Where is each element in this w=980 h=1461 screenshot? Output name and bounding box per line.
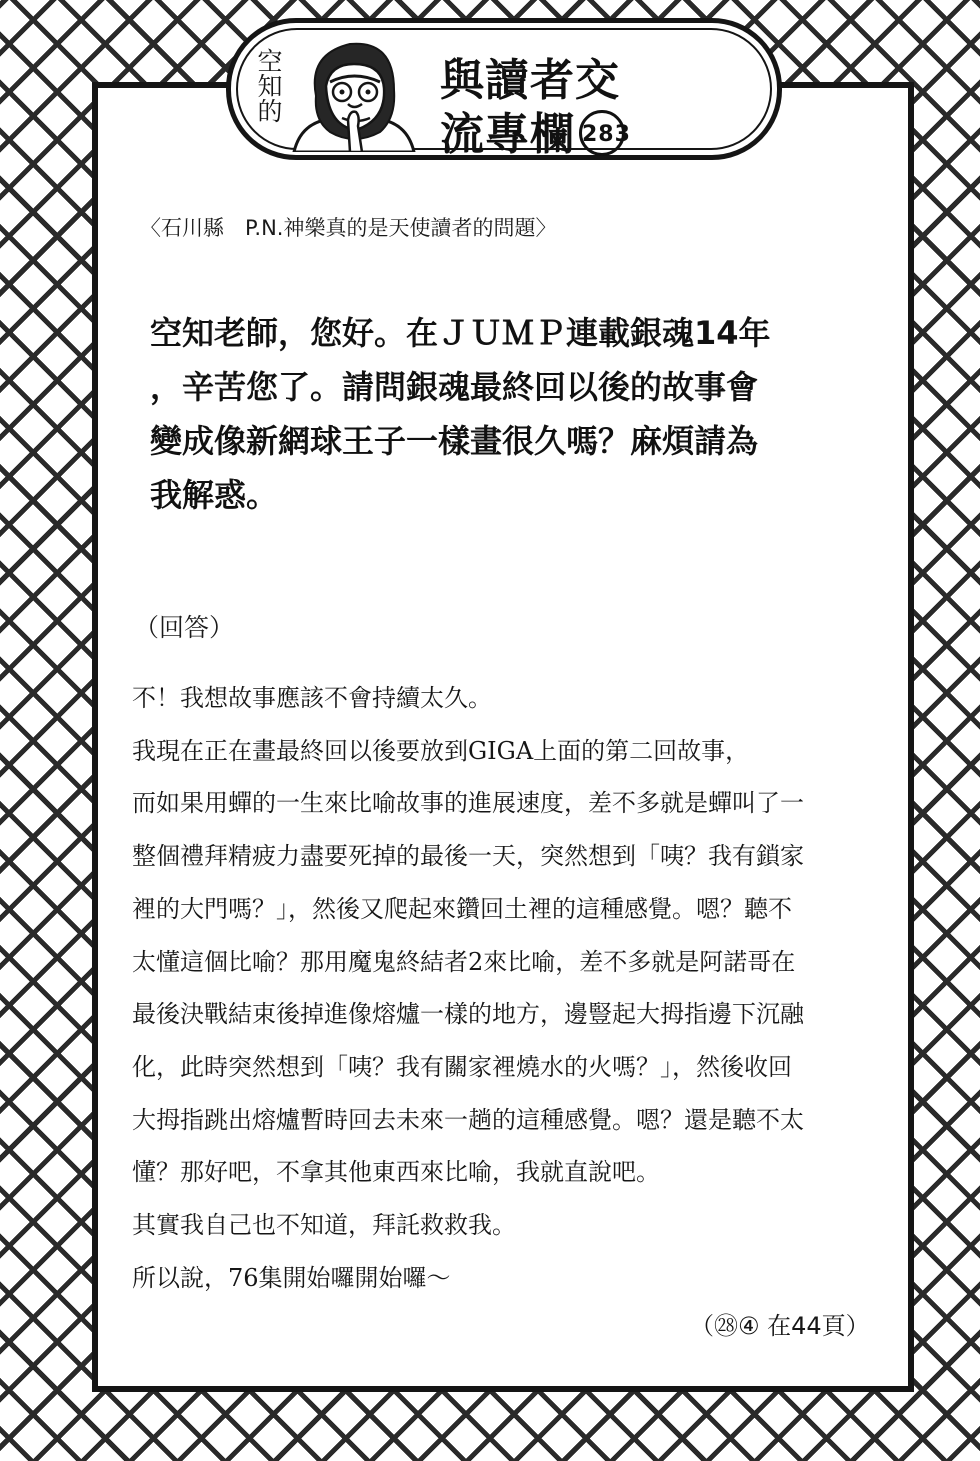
- reader-source: 〈石川縣 P.N.神樂真的是天使讀者的問題〉: [140, 216, 557, 240]
- question-line: ，辛苦您了。請問銀魂最終回以後的故事會: [150, 368, 759, 406]
- answer-line: 整個禮拜精疲力盡要死掉的最後一天，突然想到「咦？我有鎖家: [132, 842, 804, 871]
- answer-line: 裡的大門嗎？」，然後又爬起來鑽回土裡的這種感覺。嗯？聽不: [132, 894, 792, 923]
- gorilla-mascot-icon: [290, 34, 418, 152]
- issue-number-badge: 283: [579, 110, 625, 156]
- answer-line: 其實我自己也不知道，拜託救救我。: [132, 1211, 516, 1240]
- column-title-line1: 與讀者交: [440, 55, 620, 106]
- column-title-line2-text: 流專欄: [440, 109, 575, 160]
- answer-label: （回答）: [134, 613, 235, 642]
- column-title-line2: [440, 98, 631, 162]
- answer-line: 最後決戰結束後掉進像熔爐一樣的地方，邊豎起大拇指邊下沉融: [132, 1000, 804, 1029]
- answer-line: 大拇指跳出熔爐暫時回去未來一趟的這種感覺。嗯？還是聽不太: [132, 1105, 804, 1134]
- author-label: 空知的: [254, 48, 283, 123]
- question-line: 變成像新網球王子一樣畫很久嗎？麻煩請為: [150, 422, 759, 460]
- answer-line: 化，此時突然想到「咦？我有關家裡燒水的火嗎？」，然後收回: [132, 1052, 792, 1081]
- continued-note: （㉘④ 在44頁）: [690, 1312, 870, 1340]
- answer-line: 而如果用蟬的一生來比喻故事的進展速度，差不多就是蟬叫了一: [132, 789, 804, 818]
- reader-question: [150, 306, 870, 522]
- answer-line: 所以說，76集開始囉開始囉～: [132, 1263, 451, 1292]
- answer-line: 太懂這個比喻？那用魔鬼終結者2來比喻，差不多就是阿諾哥在: [132, 947, 796, 976]
- answer-line: 不！我想故事應該不會持續太久。: [132, 684, 492, 712]
- question-line: 我解惑。: [150, 476, 279, 514]
- author-answer: [132, 672, 902, 1304]
- question-line: 空知老師，您好。在ＪＵＭＰ連載銀魂14年: [150, 314, 771, 352]
- answer-line: 懂？那好吧，不拿其他東西來比喻，我就直說吧。: [132, 1158, 660, 1187]
- answer-line: 我現在正在畫最終回以後要放到GIGA上面的第二回故事，: [132, 736, 750, 765]
